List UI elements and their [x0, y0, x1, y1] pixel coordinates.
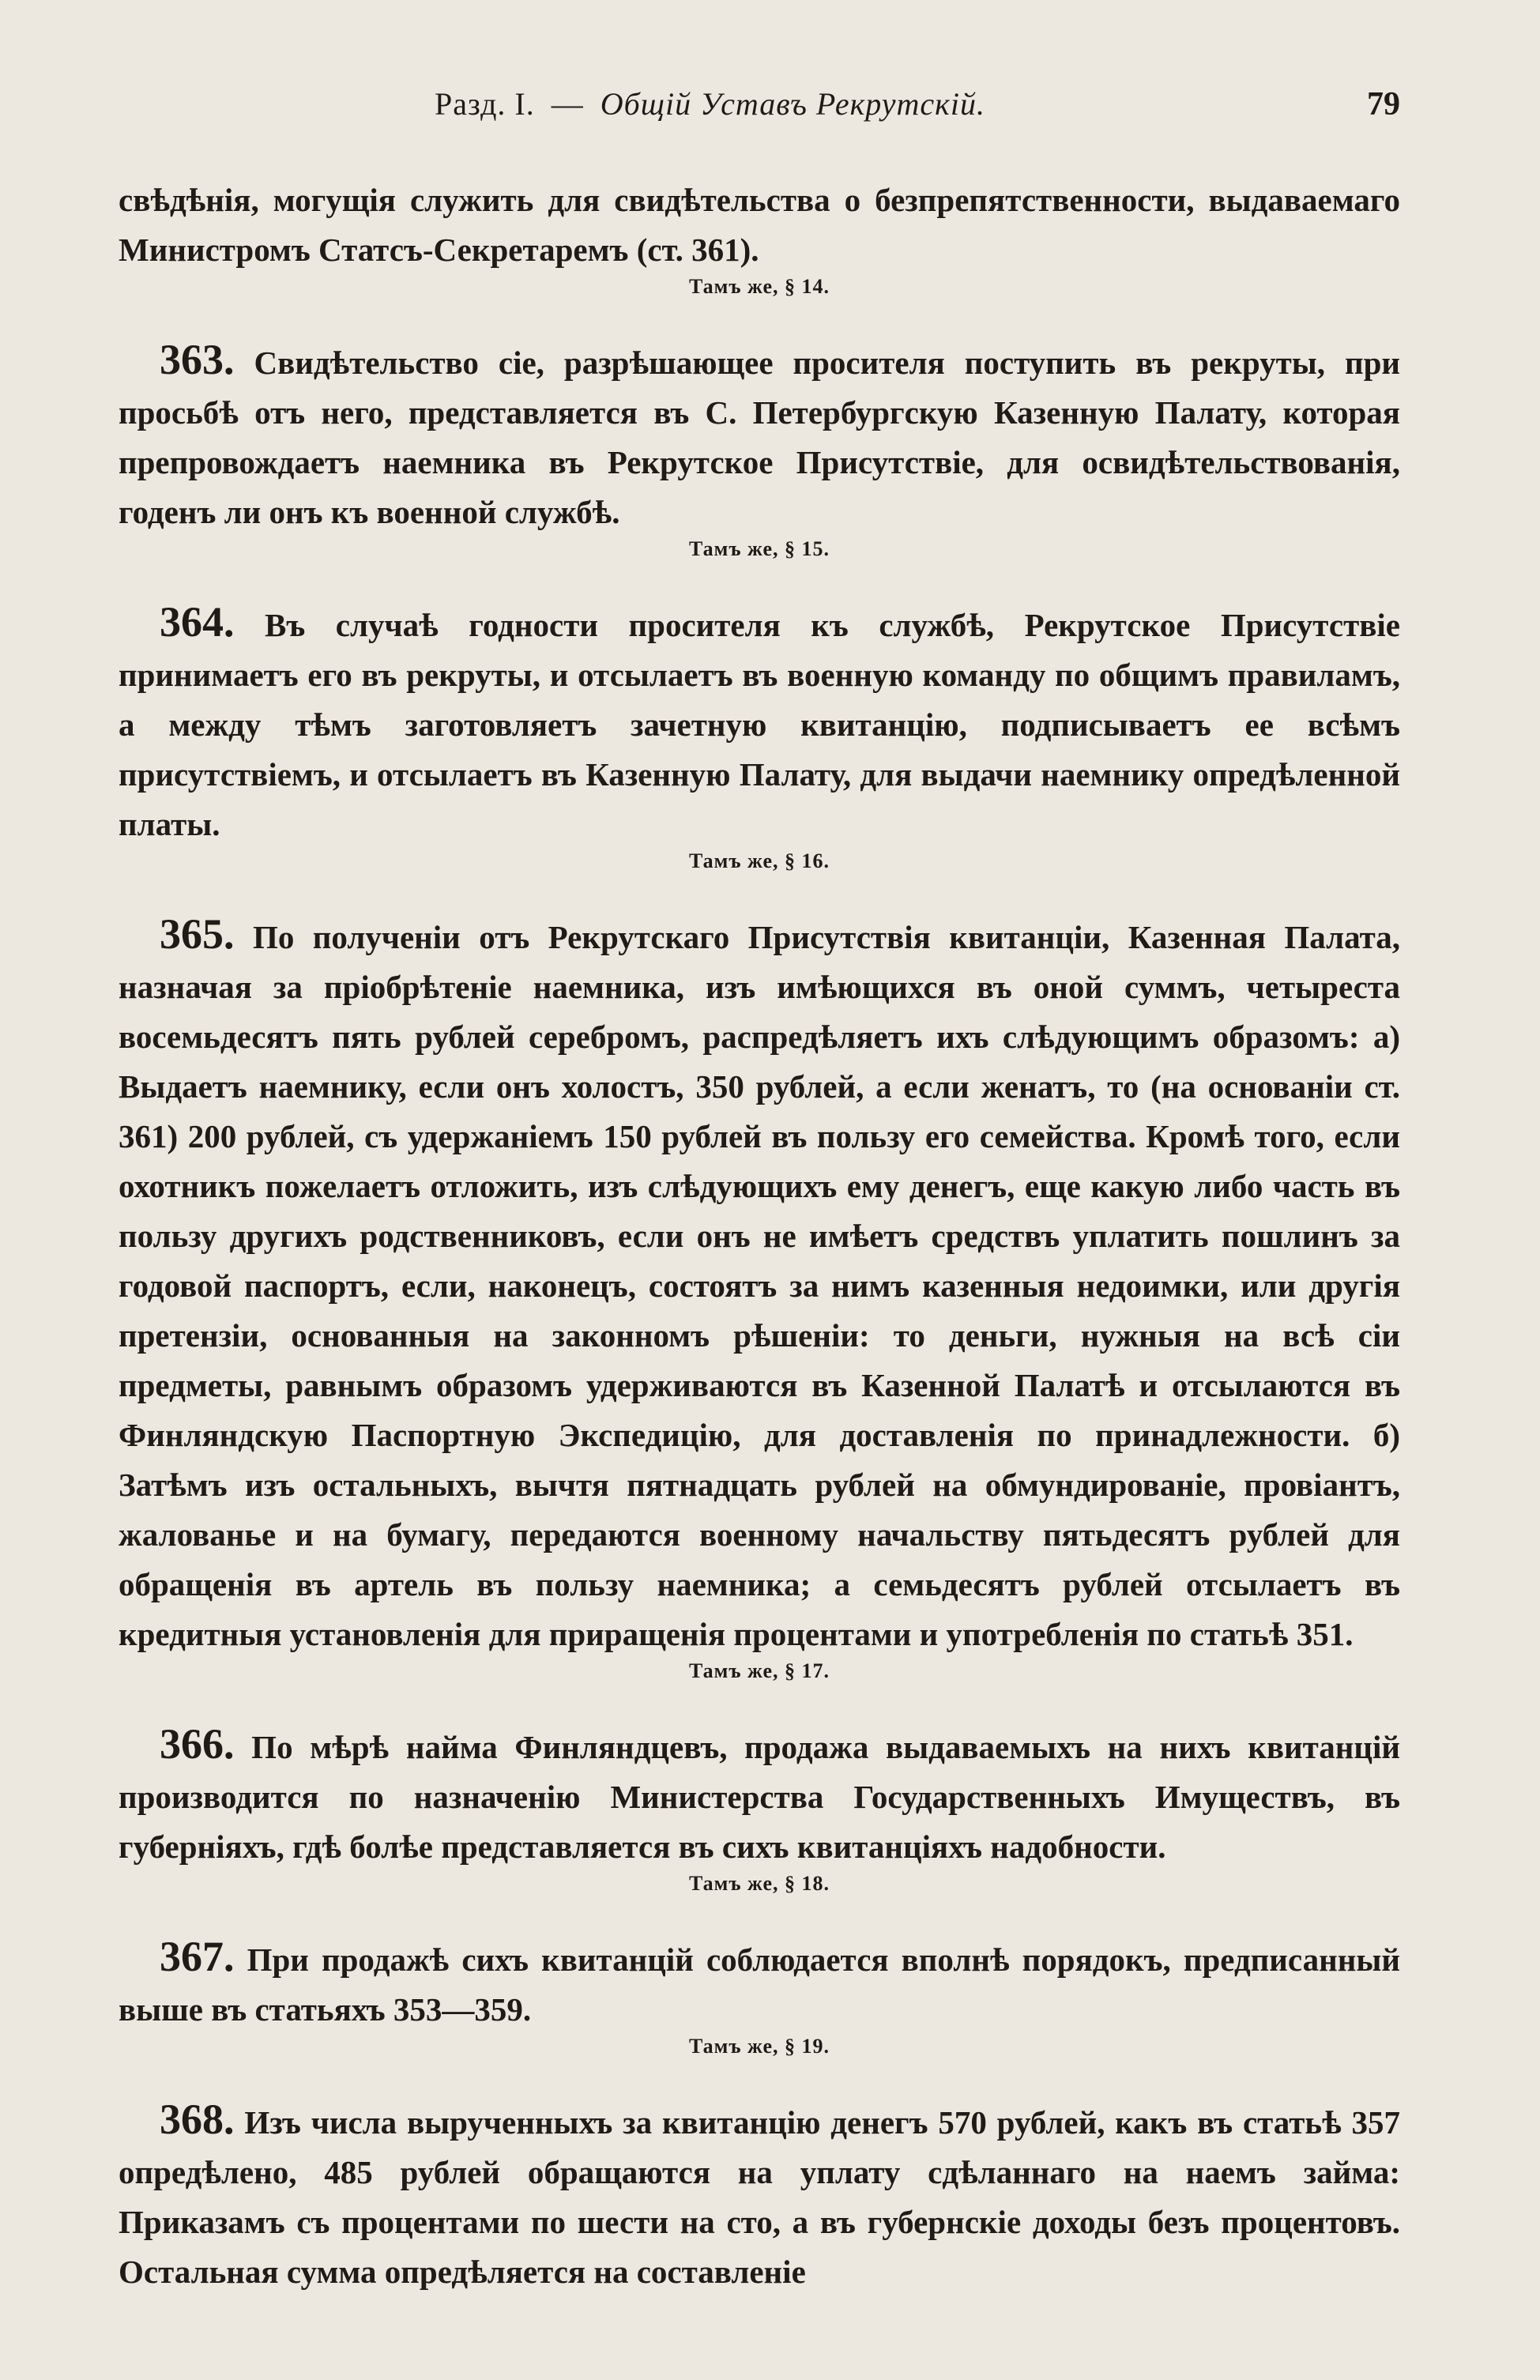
- article-text: При продажѣ сихъ квитанцій соблюдается вполнѣ порядокъ, предписанный выше въ статьяхъ 353—359.: [119, 1941, 1401, 2028]
- article-text: По мѣрѣ найма Финляндцевъ, продажа выдаваемыхъ на нихъ квитанцій производится по назначенію Министерства Государственныхъ Имуществъ, въ губерніяхъ, гдѣ болѣе представляется въ сихъ квитанціяхъ надобности.: [119, 1729, 1400, 1865]
- article-text: Въ случаѣ годности просителя къ службѣ, Рекрутское Присутствіе принимаетъ его въ рекруты, и отсылаетъ въ военную команду по общимъ правиламъ, а между тѣмъ заготовляетъ зачетную квитанцію, подписываетъ ее всѣмъ присутствіемъ, и отсылаетъ въ Казенную Палату, для выдачи наемнику опредѣленной платы.: [119, 607, 1400, 842]
- article-367: [119, 1932, 1400, 2035]
- article-number: 364.: [160, 598, 235, 646]
- page-header: [119, 85, 1400, 133]
- title-separator: —: [551, 86, 584, 122]
- page-body: [119, 175, 1400, 2297]
- article-366: [119, 1719, 1400, 1872]
- article-368: [119, 2095, 1400, 2297]
- article-continuation: [119, 175, 1400, 275]
- article-number: 366.: [160, 1720, 235, 1768]
- running-title: [435, 85, 985, 122]
- article-text: свѣдѣнія, могущія служить для свидѣтельства о безпрепятственности, выдаваемаго Министромъ Статсъ-Секретаремъ (ст. 361).: [119, 182, 1400, 268]
- article-number: 363.: [160, 336, 235, 383]
- section-label: Разд. I.: [435, 86, 535, 122]
- source-reference: Тамъ же, § 17.: [688, 1659, 830, 1682]
- source-reference: Тамъ же, § 19.: [688, 2035, 830, 2058]
- source-reference: Тамъ же, § 15.: [688, 537, 830, 560]
- article-364: [119, 597, 1400, 849]
- article-365: [119, 909, 1400, 1659]
- article-363: [119, 335, 1400, 537]
- source-reference: Тамъ же, § 16.: [688, 849, 830, 872]
- statute-title: Общій Уставъ Рекрутскій.: [600, 86, 985, 122]
- page-number: 79: [1367, 86, 1400, 122]
- source-reference: Тамъ же, § 14.: [688, 275, 830, 298]
- source-reference: Тамъ же, § 18.: [688, 1872, 830, 1895]
- article-text: Свидѣтельство сіе, разрѣшающее просителя поступить въ рекруты, при просьбѣ отъ него, представляется въ С. Петербургскую Казенную Палату, которая препровождаетъ наемника въ Рекрутское Присутствіе, для освидѣтельствованія, годенъ ли онъ къ военной службѣ.: [119, 345, 1401, 530]
- article-number: 365.: [160, 910, 235, 958]
- article-number: 368.: [160, 2096, 235, 2143]
- article-number: 367.: [160, 1933, 235, 1980]
- article-text: Изъ числа вырученныхъ за квитанцію денегъ 570 рублей, какъ въ статьѣ 357 опредѣлено, 485 рублей обращаются на уплату сдѣланнаго на наемъ займа: Приказамъ съ процентами по шести на сто, а въ губернскіе доходы безъ процентовъ. Остальная сумма опредѣляется на составленіе: [119, 2104, 1400, 2290]
- article-text: По полученіи отъ Рекрутскаго Присутствія квитанціи, Казенная Палата, назначая за пріобрѣтеніе наемника, изъ имѣющихся въ оной суммъ, четыреста восемьдесятъ пять рублей серебромъ, распредѣляетъ ихъ слѣдующимъ образомъ: а) Выдаетъ наемнику, если онъ холостъ, 350 рублей, а если женатъ, то (на основаніи ст. 361) 200 рублей, съ удержаніемъ 150 рублей въ пользу его семейства. Кромѣ того, если охотникъ пожелаетъ отложить, изъ слѣдующихъ ему денегъ, еще какую либо часть въ пользу другихъ родственниковъ, если онъ не имѣетъ средствъ уплатить пошлинъ за годовой паспортъ, если, наконецъ, состоятъ за нимъ казенныя недоимки, или другія претензіи, основанныя на законномъ рѣшеніи: то деньги, нужныя на всѣ сіи предметы, равнымъ образомъ удерживаются въ Казенной Палатѣ и отсылаются въ Финляндскую Паспортную Экспедицію, для доставленія по принадлежности. б) Затѣмъ изъ остальныхъ, вычтя пятнадцать рублей на обмундированіе, провіантъ, жалованье и на бумагу, передаются военному начальству пятьдесятъ рублей для обращенія въ артель въ пользу наемника; а семьдесятъ рублей отсылаетъ въ кредитныя установленія для приращенія процентами и употребленія по статьѣ 351.: [119, 919, 1400, 1652]
